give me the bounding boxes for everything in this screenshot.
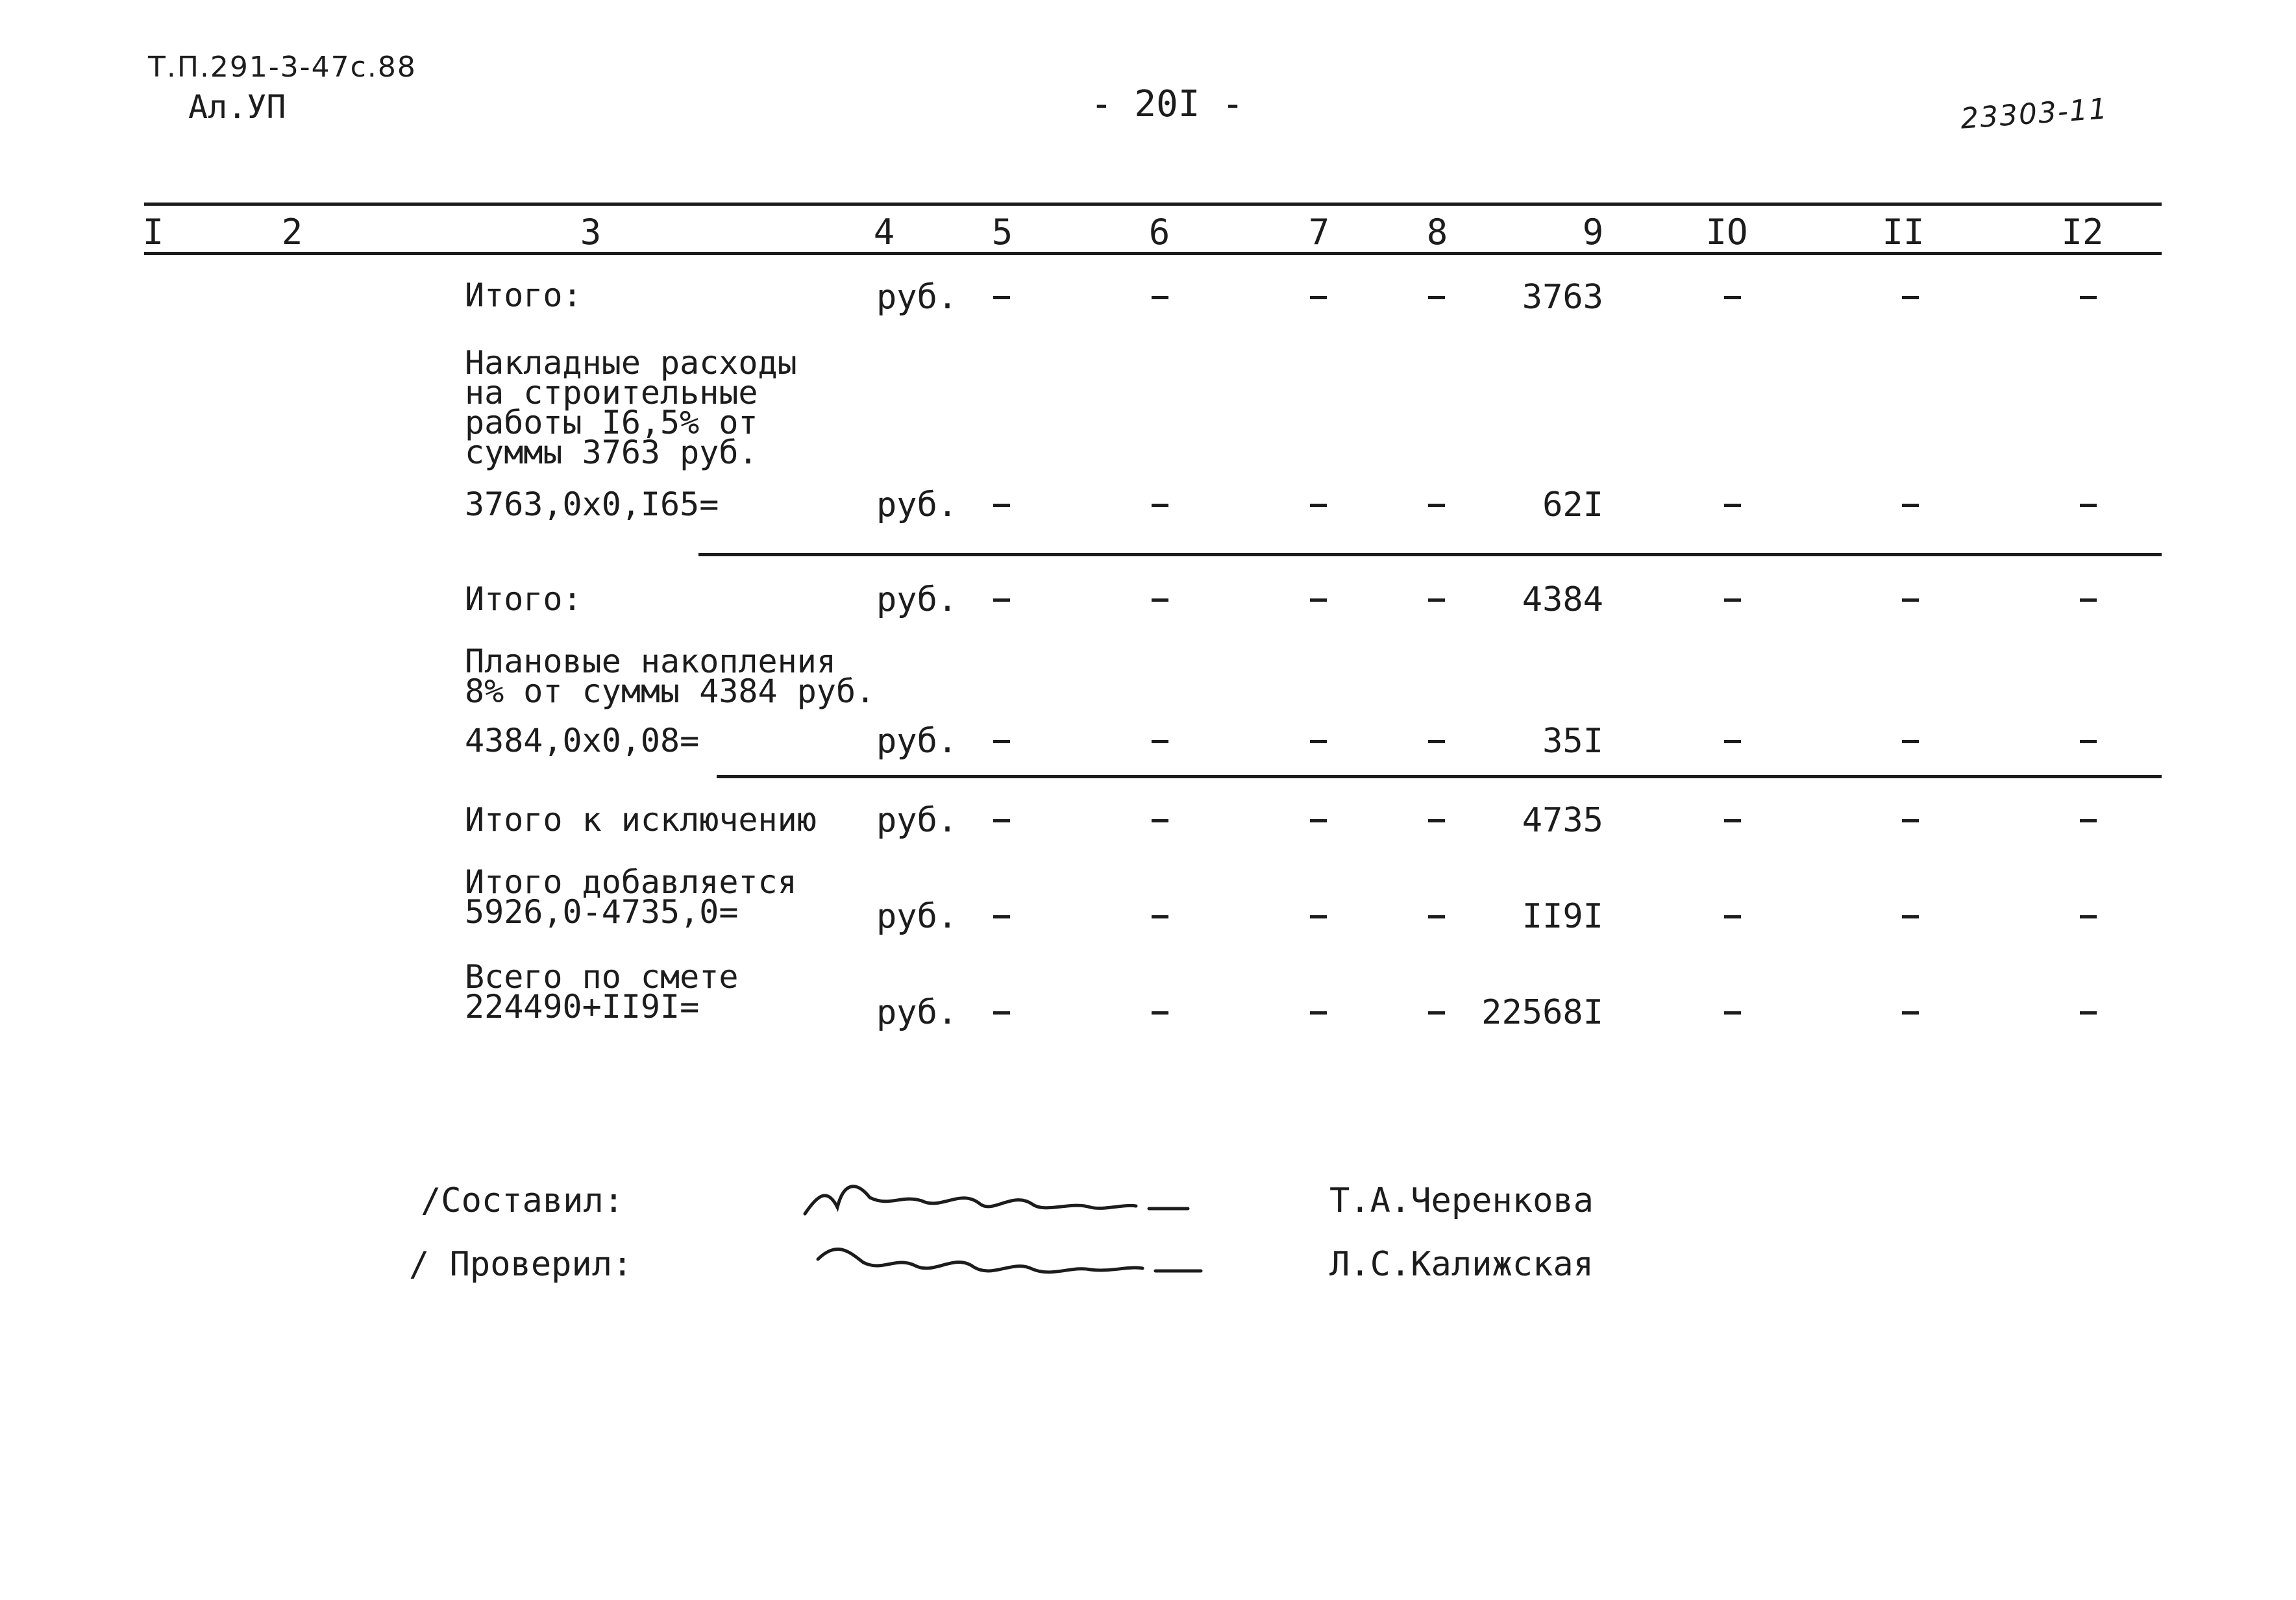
empty-cell-dash	[1310, 819, 1327, 822]
empty-cell-dash	[2080, 296, 2097, 299]
empty-cell-dash	[1310, 296, 1327, 299]
table-top-rule	[144, 203, 2162, 206]
empty-cell-dash	[1152, 598, 1168, 602]
col-header-11: II	[1882, 212, 1925, 252]
checked-by-label: / Проверил:	[409, 1245, 633, 1284]
stamp-number: 23303-11	[1959, 92, 2110, 136]
row-col9: 4735	[1522, 801, 1603, 840]
empty-cell-dash	[1152, 504, 1168, 507]
empty-cell-dash	[1152, 296, 1168, 299]
row-label: Плановые накопления 8% от суммы 4384 руб.	[465, 643, 876, 710]
checked-by-name: Л.С.Калижская	[1329, 1245, 1594, 1284]
empty-cell-dash	[1428, 1011, 1445, 1015]
row-col9: 62I	[1542, 486, 1603, 524]
row-col9: 3763	[1522, 278, 1603, 317]
compiled-by-name: Т.А.Черенкова	[1329, 1181, 1594, 1220]
empty-cell-dash	[1310, 504, 1327, 507]
page-number: - 20I -	[1091, 83, 1244, 125]
empty-cell-dash	[1428, 296, 1445, 299]
col-header-1: I	[142, 212, 164, 252]
col-header-7: 7	[1308, 212, 1330, 252]
empty-cell-dash	[1902, 504, 1919, 507]
empty-cell-dash	[1310, 1011, 1327, 1015]
empty-cell-dash	[1902, 915, 1919, 918]
empty-cell-dash	[1724, 598, 1741, 602]
empty-cell-dash	[1428, 504, 1445, 507]
subtotal-rule	[717, 775, 2162, 778]
empty-cell-dash	[2080, 819, 2097, 822]
row-col9: 35I	[1542, 722, 1603, 761]
empty-cell-dash	[993, 740, 1010, 743]
row-label: 3763,0х0,I65=	[465, 486, 719, 523]
empty-cell-dash	[993, 598, 1010, 602]
row-unit: руб.	[876, 580, 958, 619]
row-label: Итого:	[465, 580, 582, 618]
col-header-4: 4	[873, 212, 895, 252]
compiled-by-label: /Составил:	[421, 1181, 624, 1220]
signature-checked	[811, 1227, 1207, 1298]
empty-cell-dash	[1724, 296, 1741, 299]
row-label: Итого добавляется 5926,0-4735,0=	[465, 863, 797, 931]
empty-cell-dash	[1724, 740, 1741, 743]
empty-cell-dash	[2080, 740, 2097, 743]
empty-cell-dash	[1902, 598, 1919, 602]
row-label: Накладные расходы на строительные работы I6,5% от суммы 3763 руб.	[465, 344, 797, 471]
empty-cell-dash	[1428, 740, 1445, 743]
empty-cell-dash	[1428, 819, 1445, 822]
row-unit: руб.	[876, 278, 958, 317]
empty-cell-dash	[2080, 915, 2097, 918]
empty-cell-dash	[2080, 598, 2097, 602]
subtotal-rule	[698, 553, 2162, 556]
col-header-12: I2	[2061, 212, 2104, 252]
empty-cell-dash	[993, 1011, 1010, 1015]
empty-cell-dash	[993, 915, 1010, 918]
row-label: Всего по смете 224490+II9I=	[465, 958, 739, 1026]
empty-cell-dash	[1724, 1011, 1741, 1015]
row-unit: руб.	[876, 722, 958, 761]
empty-cell-dash	[1428, 598, 1445, 602]
row-col9: 4384	[1522, 580, 1603, 619]
empty-cell-dash	[1152, 1011, 1168, 1015]
empty-cell-dash	[993, 504, 1010, 507]
col-header-6: 6	[1148, 212, 1170, 252]
col-header-3: 3	[580, 212, 602, 252]
empty-cell-dash	[1724, 915, 1741, 918]
document-reference: Т.П.291-3-47с.88	[148, 51, 417, 84]
col-header-10: IO	[1705, 212, 1748, 252]
col-header-8: 8	[1426, 212, 1448, 252]
empty-cell-dash	[1902, 296, 1919, 299]
empty-cell-dash	[1152, 915, 1168, 918]
empty-cell-dash	[1724, 504, 1741, 507]
row-unit: руб.	[876, 486, 958, 524]
empty-cell-dash	[993, 296, 1010, 299]
row-unit: руб.	[876, 993, 958, 1032]
row-col9: 22568I	[1481, 993, 1603, 1032]
row-label: 4384,0х0,08=	[465, 722, 700, 759]
empty-cell-dash	[1152, 819, 1168, 822]
empty-cell-dash	[2080, 504, 2097, 507]
empty-cell-dash	[1310, 915, 1327, 918]
col-header-5: 5	[991, 212, 1013, 252]
col-header-9: 9	[1582, 212, 1604, 252]
empty-cell-dash	[1152, 740, 1168, 743]
empty-cell-dash	[1310, 740, 1327, 743]
empty-cell-dash	[1902, 819, 1919, 822]
row-unit: руб.	[876, 801, 958, 840]
empty-cell-dash	[993, 819, 1010, 822]
empty-cell-dash	[1902, 1011, 1919, 1015]
album-label: Ал.УП	[188, 88, 286, 126]
empty-cell-dash	[1310, 598, 1327, 602]
row-label: Итого к исключению	[465, 801, 817, 839]
empty-cell-dash	[2080, 1011, 2097, 1015]
col-header-2: 2	[281, 212, 303, 252]
empty-cell-dash	[1902, 740, 1919, 743]
row-unit: руб.	[876, 897, 958, 936]
empty-cell-dash	[1428, 915, 1445, 918]
empty-cell-dash	[1724, 819, 1741, 822]
row-col9: II9I	[1522, 897, 1603, 936]
row-label: Итого:	[465, 277, 582, 314]
